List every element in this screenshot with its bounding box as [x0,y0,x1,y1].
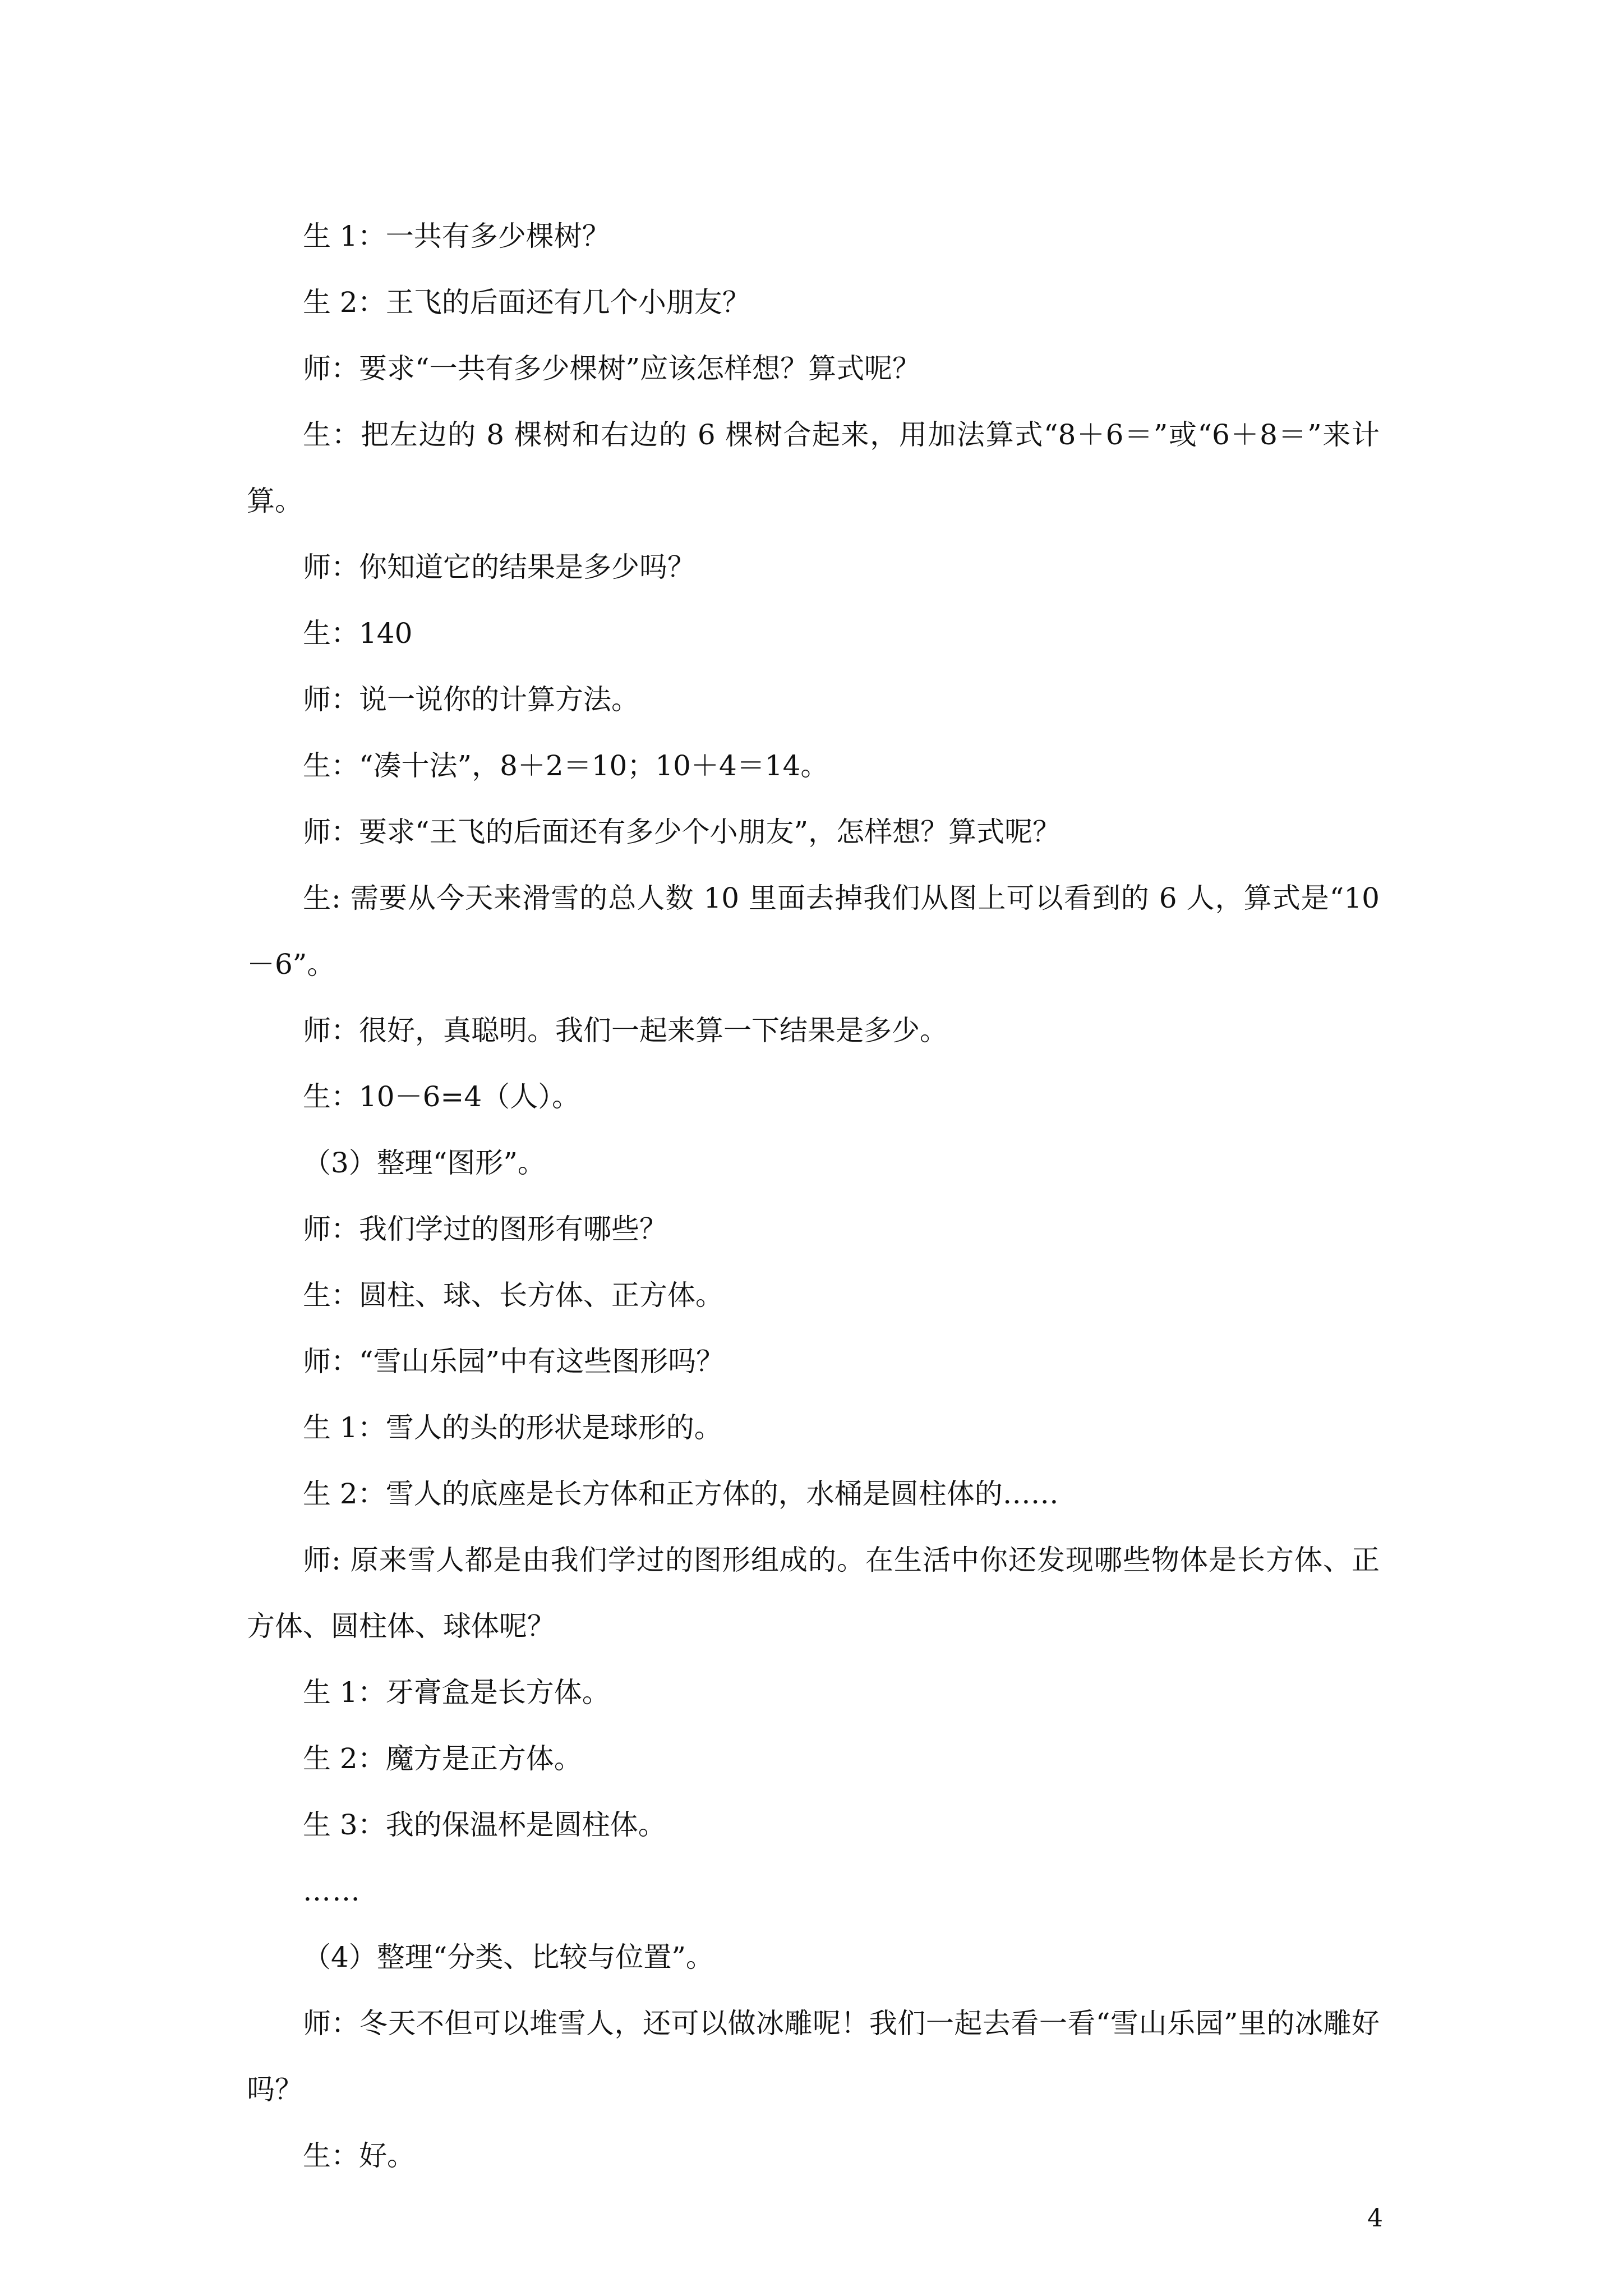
paragraph: 师：要求“一共有多少棵树”应该怎样想？算式呢？ [303,352,921,385]
ellipsis-line: …… [303,1875,361,1907]
paragraph: 生 2：王飞的后面还有几个小朋友？ [303,286,750,319]
paragraph: 生: 需要从今天来滑雪的总人数 10 里面去掉我们从图上可以看到的 6 人，算式是“10－6”。 [247,882,1380,981]
paragraph: 师：我们学过的图形有哪些？ [303,1213,667,1245]
paragraph: 师：冬天不但可以堆雪人，还可以做冰雕呢！我们一起去看一看“雪山乐园”里的冰雕好吗？ [247,2007,1380,2106]
paragraph: 师：“雪山乐园”中有这些图形吗？ [303,1345,725,1378]
paragraph: 生：10－6=4（人）。 [303,1080,580,1113]
paragraph: 生：“凑十法”，8＋2＝10；10＋4＝14。 [303,749,829,782]
page-number: 4 [1367,2204,1383,2233]
document-body [247,203,1380,2189]
paragraph: 生 1：一共有多少棵树？ [303,220,610,252]
paragraph: 生 1：雪人的头的形状是球形的。 [303,1411,722,1444]
paragraph: 生：圆柱、球、长方体、正方体。 [303,1279,723,1312]
paragraph: 生 3：我的保温杯是圆柱体。 [303,1809,666,1841]
paragraph: 师：你知道它的结果是多少吗？ [303,551,695,583]
paragraph: 师：要求“王飞的后面还有多少个小朋友”，怎样想？算式呢？ [303,816,1061,848]
paragraph: 师：很好，真聪明。我们一起来算一下结果是多少。 [303,1014,948,1047]
paragraph: 生 1：牙膏盒是长方体。 [303,1676,610,1709]
paragraph: 师: 原来雪人都是由我们学过的图形组成的。在生活中你还发现哪些物体是长方体、正方体、圆柱体、球体呢？ [247,1544,1380,1642]
paragraph: 生：好。 [303,2139,415,2172]
paragraph: 师：说一说你的计算方法。 [303,683,639,716]
section-heading: （3）整理“图形”。 [303,1147,546,1179]
paragraph: 生 2：魔方是正方体。 [303,1742,582,1775]
paragraph: 生 2：雪人的底座是长方体和正方体的，水桶是圆柱体的…… [303,1478,1059,1510]
paragraph: 生：把左边的 8 棵树和右边的 6 棵树合起来，用加法算式“8＋6＝”或“6＋8＝”来计算。 [247,418,1380,517]
paragraph: 生：140 [303,617,413,650]
section-heading: （4）整理“分类、比较与位置”。 [303,1941,714,1973]
